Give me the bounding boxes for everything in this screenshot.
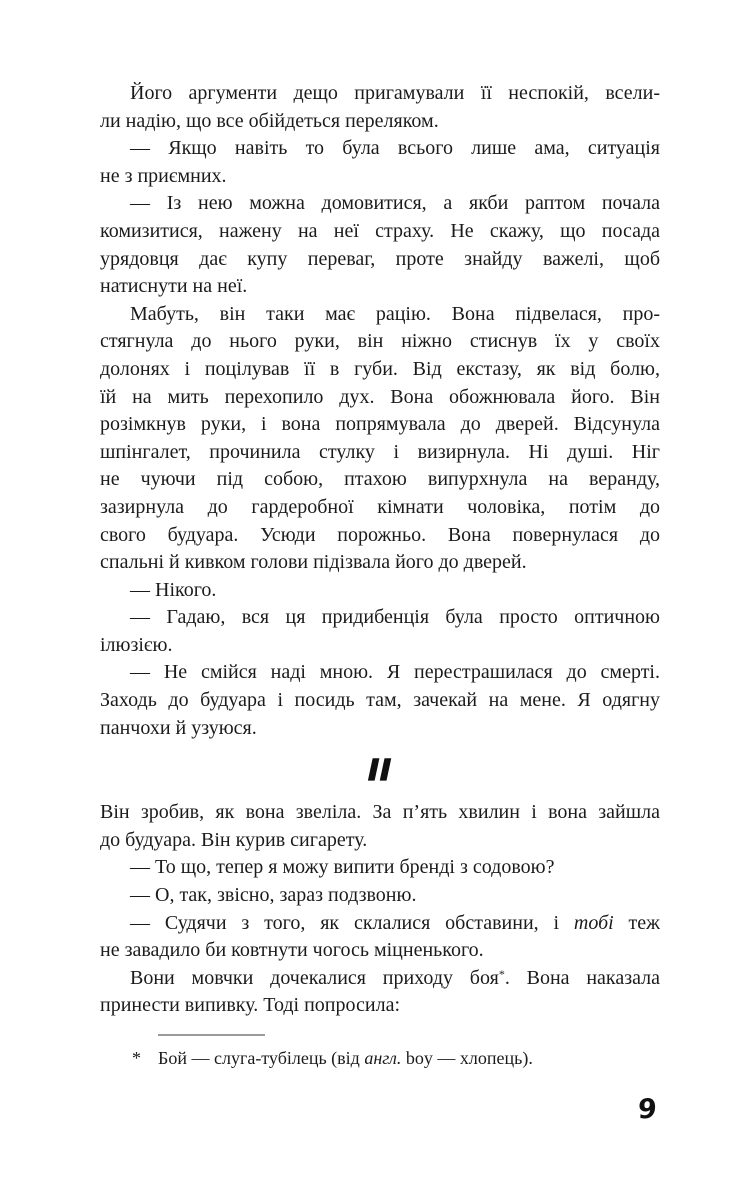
text-segment: не завадило би ковтнути чогось міцненького. [100,939,484,962]
text-segment: Він зробив, як вона звеліла. За п’ять хвилин і вона зайшла [100,801,660,824]
text-segment: Його аргументи дещо пригамували її неспокій, всели- [130,82,660,104]
text-line [100,715,660,743]
text-segment: теж [613,911,660,934]
text-line [100,218,660,246]
section-2-text [100,799,660,1020]
text-segment: . Вона наказала [504,966,660,989]
text-line [100,910,660,938]
text-segment: boy — хлопець). [401,1048,533,1068]
text-line [100,494,660,522]
text-segment: — Нікого. [130,578,217,601]
text-segment: принести випивку. Тоді попросила: [100,994,400,1017]
text-line [100,604,660,632]
text-line [100,273,660,301]
text-line [100,356,660,384]
text-line [100,108,660,136]
text-segment: — Гадаю, вся ця придибенція була просто оптичною [130,606,660,629]
text-segment: не чуючи під собою, птахою випурхнула на веранду, [100,468,660,491]
text-line [100,328,660,356]
text-segment: зазирнула до гардеробної кімнати чоловіка, потім до [100,495,660,518]
footnote-row [100,1045,660,1071]
text-line [100,632,660,660]
text-line [100,411,660,439]
text-segment: Мабуть, він таки має рацію. Вона підвелася, про- [130,302,660,325]
footnote [100,1034,660,1071]
text-line [100,163,660,191]
text-segment: Заходь до будуара і посидь там, зачекай на мене. Я одягну [100,689,660,712]
text-segment: панчохи й узуюся. [100,716,257,739]
text-line [100,135,660,163]
text-segment: ілюзією. [100,633,173,656]
text-line [100,384,660,412]
text-line [100,827,660,855]
text-segment: розімкнув руки, і вона попрямувала до дверей. Відсунула [100,413,660,436]
text-segment: свого будуара. Усюди порожньо. Вона повернулася до [100,523,660,546]
chapter-heading [100,742,660,799]
text-segment: не з приємних. [100,164,227,187]
text-line [100,246,660,274]
text-segment: Бой — слуга-тубілець (від [158,1048,365,1068]
text-line [100,854,660,882]
chapter-heading-numeral: II [364,752,396,787]
text-segment: спальні й кивком голови підізвала його до дверей. [100,551,527,574]
text-line [100,659,660,687]
text-segment: Вони мовчки дочекалися приходу боя [130,966,499,989]
text-line [100,882,660,910]
text-segment: тобі [573,911,614,934]
text-block [100,80,660,1071]
text-segment: натиснути на неї. [100,275,248,298]
text-segment: стягнула до нього руки, він ніжно стиснув їх у своїх [100,330,660,353]
footnote-marker: * [132,1048,141,1068]
text-line [100,687,660,715]
page-number: 9 [637,1093,658,1126]
text-segment: — Із нею можна домовитися, а якби раптом почала [130,192,660,215]
section-1-text [100,80,660,742]
text-line [100,301,660,329]
text-line [100,466,660,494]
text-segment: англ. [364,1048,402,1068]
text-line [100,439,660,467]
text-segment: їй на мить перехопило дух. Вона обожнювала його. Він [100,385,660,408]
footnote-text [158,1045,660,1071]
text-segment: — О, так, звісно, зараз подзвоню. [130,884,417,907]
text-line [100,799,660,827]
text-line [100,190,660,218]
footnote-separator [158,1034,265,1036]
text-segment: — Якщо навіть то була всього лише ама, ситуація [130,137,660,160]
footnote-reference: * [498,966,505,981]
text-line [100,80,660,108]
text-segment: ли надію, що все обійдеться переляком. [100,109,439,132]
text-segment: комизитися, нажену на неї страху. Не скажу, що посада [100,219,660,242]
text-segment: — То що, тепер я можу випити бренді з содовою? [130,856,555,879]
text-line [100,522,660,550]
text-segment: урядовця дає купу переваг, проте знайду важелі, щоб [100,247,660,270]
text-segment: долонях і поцілував її в губи. Від екстазу, як від болю, [100,357,660,380]
text-line [100,965,660,993]
text-segment: — Не смійся наді мною. Я перестрашилася до смерті. [130,661,660,684]
text-segment: до будуара. Він курив сигарету. [100,828,368,851]
text-line [100,992,660,1020]
text-line [100,937,660,965]
text-segment: шпінгалет, прочинила стулку і визирнула. Ні душі. Ніг [100,440,660,463]
text-line [100,549,660,577]
text-line [100,577,660,605]
text-segment: — Судячи з того, як склалися обставини, і [130,911,574,934]
